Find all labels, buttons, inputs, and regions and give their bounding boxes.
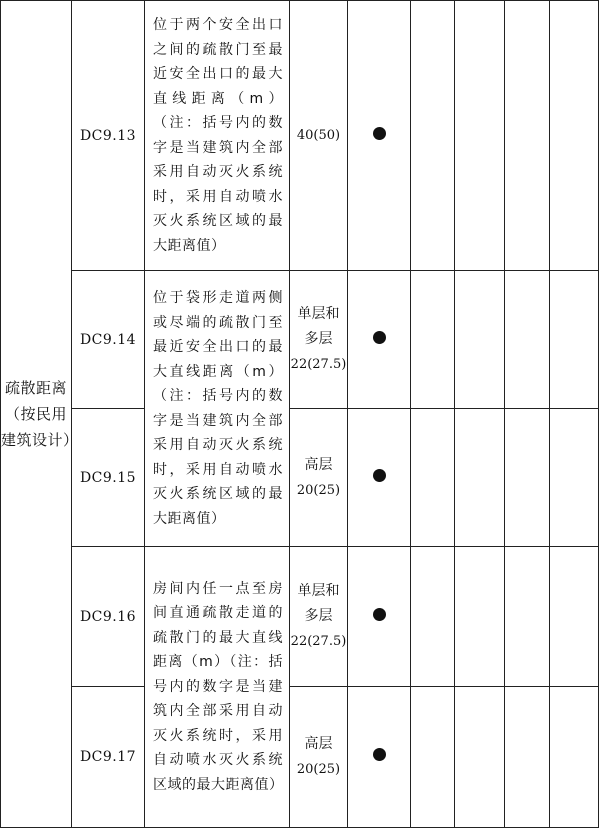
code-cell: DC9.17 [72, 687, 145, 828]
empty-cell [455, 1, 505, 271]
empty-cell [505, 271, 550, 409]
empty-cell [505, 409, 550, 547]
empty-cell [550, 409, 599, 547]
empty-cell [411, 271, 455, 409]
value-label: 高层 [304, 456, 333, 473]
filled-dot-icon [373, 608, 386, 621]
filled-dot-icon [373, 469, 386, 482]
category-cell: 疏散距离（按民用建筑设计） [1, 1, 72, 828]
empty-cell [411, 547, 455, 687]
code-cell: DC9.14 [72, 271, 145, 409]
value-label: 单层和多层 [297, 306, 340, 347]
description-cell: 房间内任一点至房间直通疏散走道的疏散门的最大直线距离（m）（注：括号内的数字是当建筑内全部采用自动灭火系统时，采用自动喷水灭火系统区域的最大距离值） [145, 547, 290, 828]
value-number: 22(27.5) [290, 634, 347, 649]
empty-cell [411, 1, 455, 271]
value-number: 20(25) [296, 762, 341, 777]
mark-cell [348, 687, 411, 828]
mark-cell [348, 1, 411, 271]
mark-cell [348, 409, 411, 547]
empty-cell [411, 687, 455, 828]
table-row [1, 409, 599, 547]
empty-cell [550, 1, 599, 271]
value-cell [290, 1, 348, 271]
empty-cell [505, 1, 550, 271]
code-cell: DC9.15 [72, 409, 145, 547]
description-cell: 位于两个安全出口之间的疏散门至最近安全出口的最大直线距离（m）（注：括号内的数字是当建筑内全部采用自动灭火系统时，采用自动喷水灭火系统区域的最大距离值） [145, 1, 290, 271]
mark-cell [348, 271, 411, 409]
mark-cell [348, 547, 411, 687]
table-row [1, 271, 599, 409]
filled-dot-icon [373, 127, 386, 140]
value-cell [290, 687, 348, 828]
table-row [1, 687, 599, 828]
empty-cell [455, 547, 505, 687]
empty-cell [455, 271, 505, 409]
empty-cell [455, 409, 505, 547]
filled-dot-icon [373, 331, 386, 344]
value-number: 22(27.5) [290, 357, 347, 372]
code-cell: DC9.13 [72, 1, 145, 271]
description-cell: 位于袋形走道两侧或尽端的疏散门至最近安全出口的最大直线距离（m）（注：括号内的数字是当建筑内全部采用自动灭火系统时，采用自动喷水灭火系统区域的最大距离值） [145, 271, 290, 547]
value-cell [290, 547, 348, 687]
empty-cell [505, 547, 550, 687]
value-label: 单层和多层 [297, 583, 340, 624]
empty-cell [505, 687, 550, 828]
empty-cell [550, 547, 599, 687]
value-cell [290, 409, 348, 547]
empty-cell [550, 687, 599, 828]
value-number: 20(25) [296, 482, 341, 498]
empty-cell [411, 409, 455, 547]
value-label: 高层 [304, 736, 333, 752]
value-number: 40(50) [296, 128, 341, 143]
table-row [1, 1, 599, 271]
value-cell [290, 271, 348, 409]
filled-dot-icon [373, 748, 386, 761]
empty-cell [550, 271, 599, 409]
table-row [1, 547, 599, 687]
code-cell: DC9.16 [72, 547, 145, 687]
empty-cell [455, 687, 505, 828]
